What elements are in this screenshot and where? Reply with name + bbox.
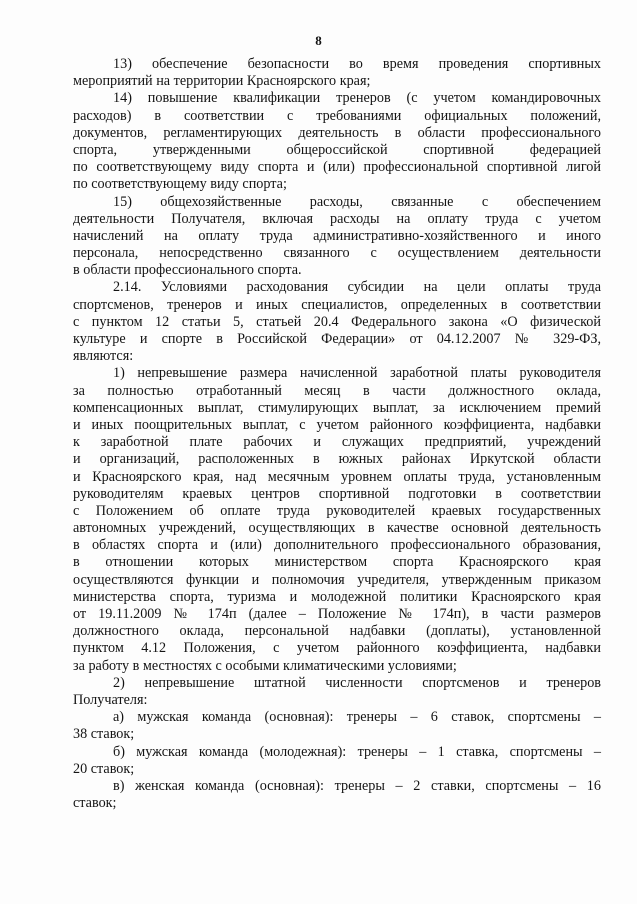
text-line: и Красноярского края, над месячным уровнем оплаты труда, установленным — [73, 468, 601, 485]
text-line: по соответствующему виду спорта и (или) профессиональной спортивной лигой — [73, 159, 601, 176]
text-line: документов, регламентирующих деятельность в области профессионального — [73, 124, 601, 141]
text-line: 20 ставок; — [73, 760, 135, 777]
text-line: мероприятий на территории Красноярского края; — [73, 73, 371, 90]
text-line: в области профессионального спорта. — [73, 262, 302, 279]
document-body — [73, 56, 601, 812]
text-line: персонала, непосредственно связанного с осуществлением деятельности — [73, 245, 601, 262]
text-line: 2) непревышение штатной численности спортсменов и тренеров — [113, 674, 601, 691]
text-line: являются: — [73, 348, 134, 365]
text-line: начислений на оплату труда административно-хозяйственного и иного — [73, 227, 601, 244]
text-line: министерства спорта, туризма и молодежной политики Красноярского края — [73, 588, 601, 605]
text-line: 2.14. Условиями расходования субсидии на цели оплаты труда — [113, 279, 601, 296]
text-line: 1) непревышение размера начисленной заработной платы руководителя — [113, 365, 601, 382]
text-line: с Положением об оплате труда руководителей краевых государственных — [73, 502, 601, 519]
text-line: и иных поощрительных выплат, с учетом районного коэффициента, надбавки — [73, 416, 601, 433]
text-line: в областях спорта и (или) дополнительного профессионального образования, — [73, 537, 601, 554]
text-line: руководителям краевых центров спортивной подготовки в соответствии — [73, 485, 601, 502]
text-line: за полностью отработанный месяц в части должностного оклада, — [73, 382, 601, 399]
text-line: 38 ставок; — [73, 726, 135, 743]
text-line: культуре и спорте в Российской Федерации» от 04.12.2007 № 329-ФЗ, — [73, 331, 601, 347]
text-line: пунктом 4.12 Положения, с учетом районного коэффициента, надбавки — [73, 640, 601, 657]
text-line: в) женская команда (основная): тренеры – 2 ставки, спортсмены – 16 — [113, 777, 601, 794]
text-line: за работу в местностях с особыми климатическими условиями; — [73, 657, 457, 674]
text-line: 13) обеспечение безопасности во время проведения спортивных — [113, 56, 601, 72]
text-line: а) мужская команда (основная): тренеры – 6 ставок, спортсмены – — [113, 709, 601, 726]
text-line: в отношении которых министерством спорта Красноярского края — [73, 554, 601, 571]
text-line: автономных учреждений, осуществляющих в качестве основной деятельность — [73, 520, 601, 537]
page-number: 8 — [315, 33, 322, 48]
text-line: и организаций, расположенных в южных районах Иркутской области — [73, 451, 601, 468]
text-line: спортсменов, тренеров и иных специалистов, определенных в соответствии — [73, 296, 601, 313]
text-line: 14) повышение квалификации тренеров (с учетом командировочных — [113, 90, 601, 107]
text-line: должностного оклада, персональной надбавки (доплаты), установленной — [73, 623, 601, 640]
text-line: б) мужская команда (молодежная): тренеры – 1 ставка, спортсмены – — [113, 743, 601, 760]
text-line: по соответствующему виду спорта; — [73, 176, 287, 193]
text-line: спорта, утвержденными общероссийской спортивной федерацией — [73, 141, 601, 158]
text-line: компенсационных выплат, стимулирующих выплат, за исключением премий — [73, 399, 601, 416]
text-line: с пунктом 12 статьи 5, статьей 20.4 Федерального закона «О физической — [73, 313, 601, 330]
text-line: Получателя: — [73, 691, 148, 708]
text-line: расходов) в соответствии с требованиями официальных положений, — [73, 107, 601, 124]
text-line: деятельности Получателя, включая расходы на оплату труда с учетом — [73, 210, 601, 227]
text-line: 15) общехозяйственные расходы, связанные с обеспечением — [113, 193, 601, 210]
text-line: к заработной плате рабочих и служащих предприятий, учреждений — [73, 434, 601, 451]
text-line: осуществляются функции и полномочия учредителя, утвержденным приказом — [73, 571, 601, 588]
text-line: от 19.11.2009 № 174п (далее – Положение № 174п), в части размеров — [73, 606, 601, 622]
text-line: ставок; — [73, 795, 117, 812]
